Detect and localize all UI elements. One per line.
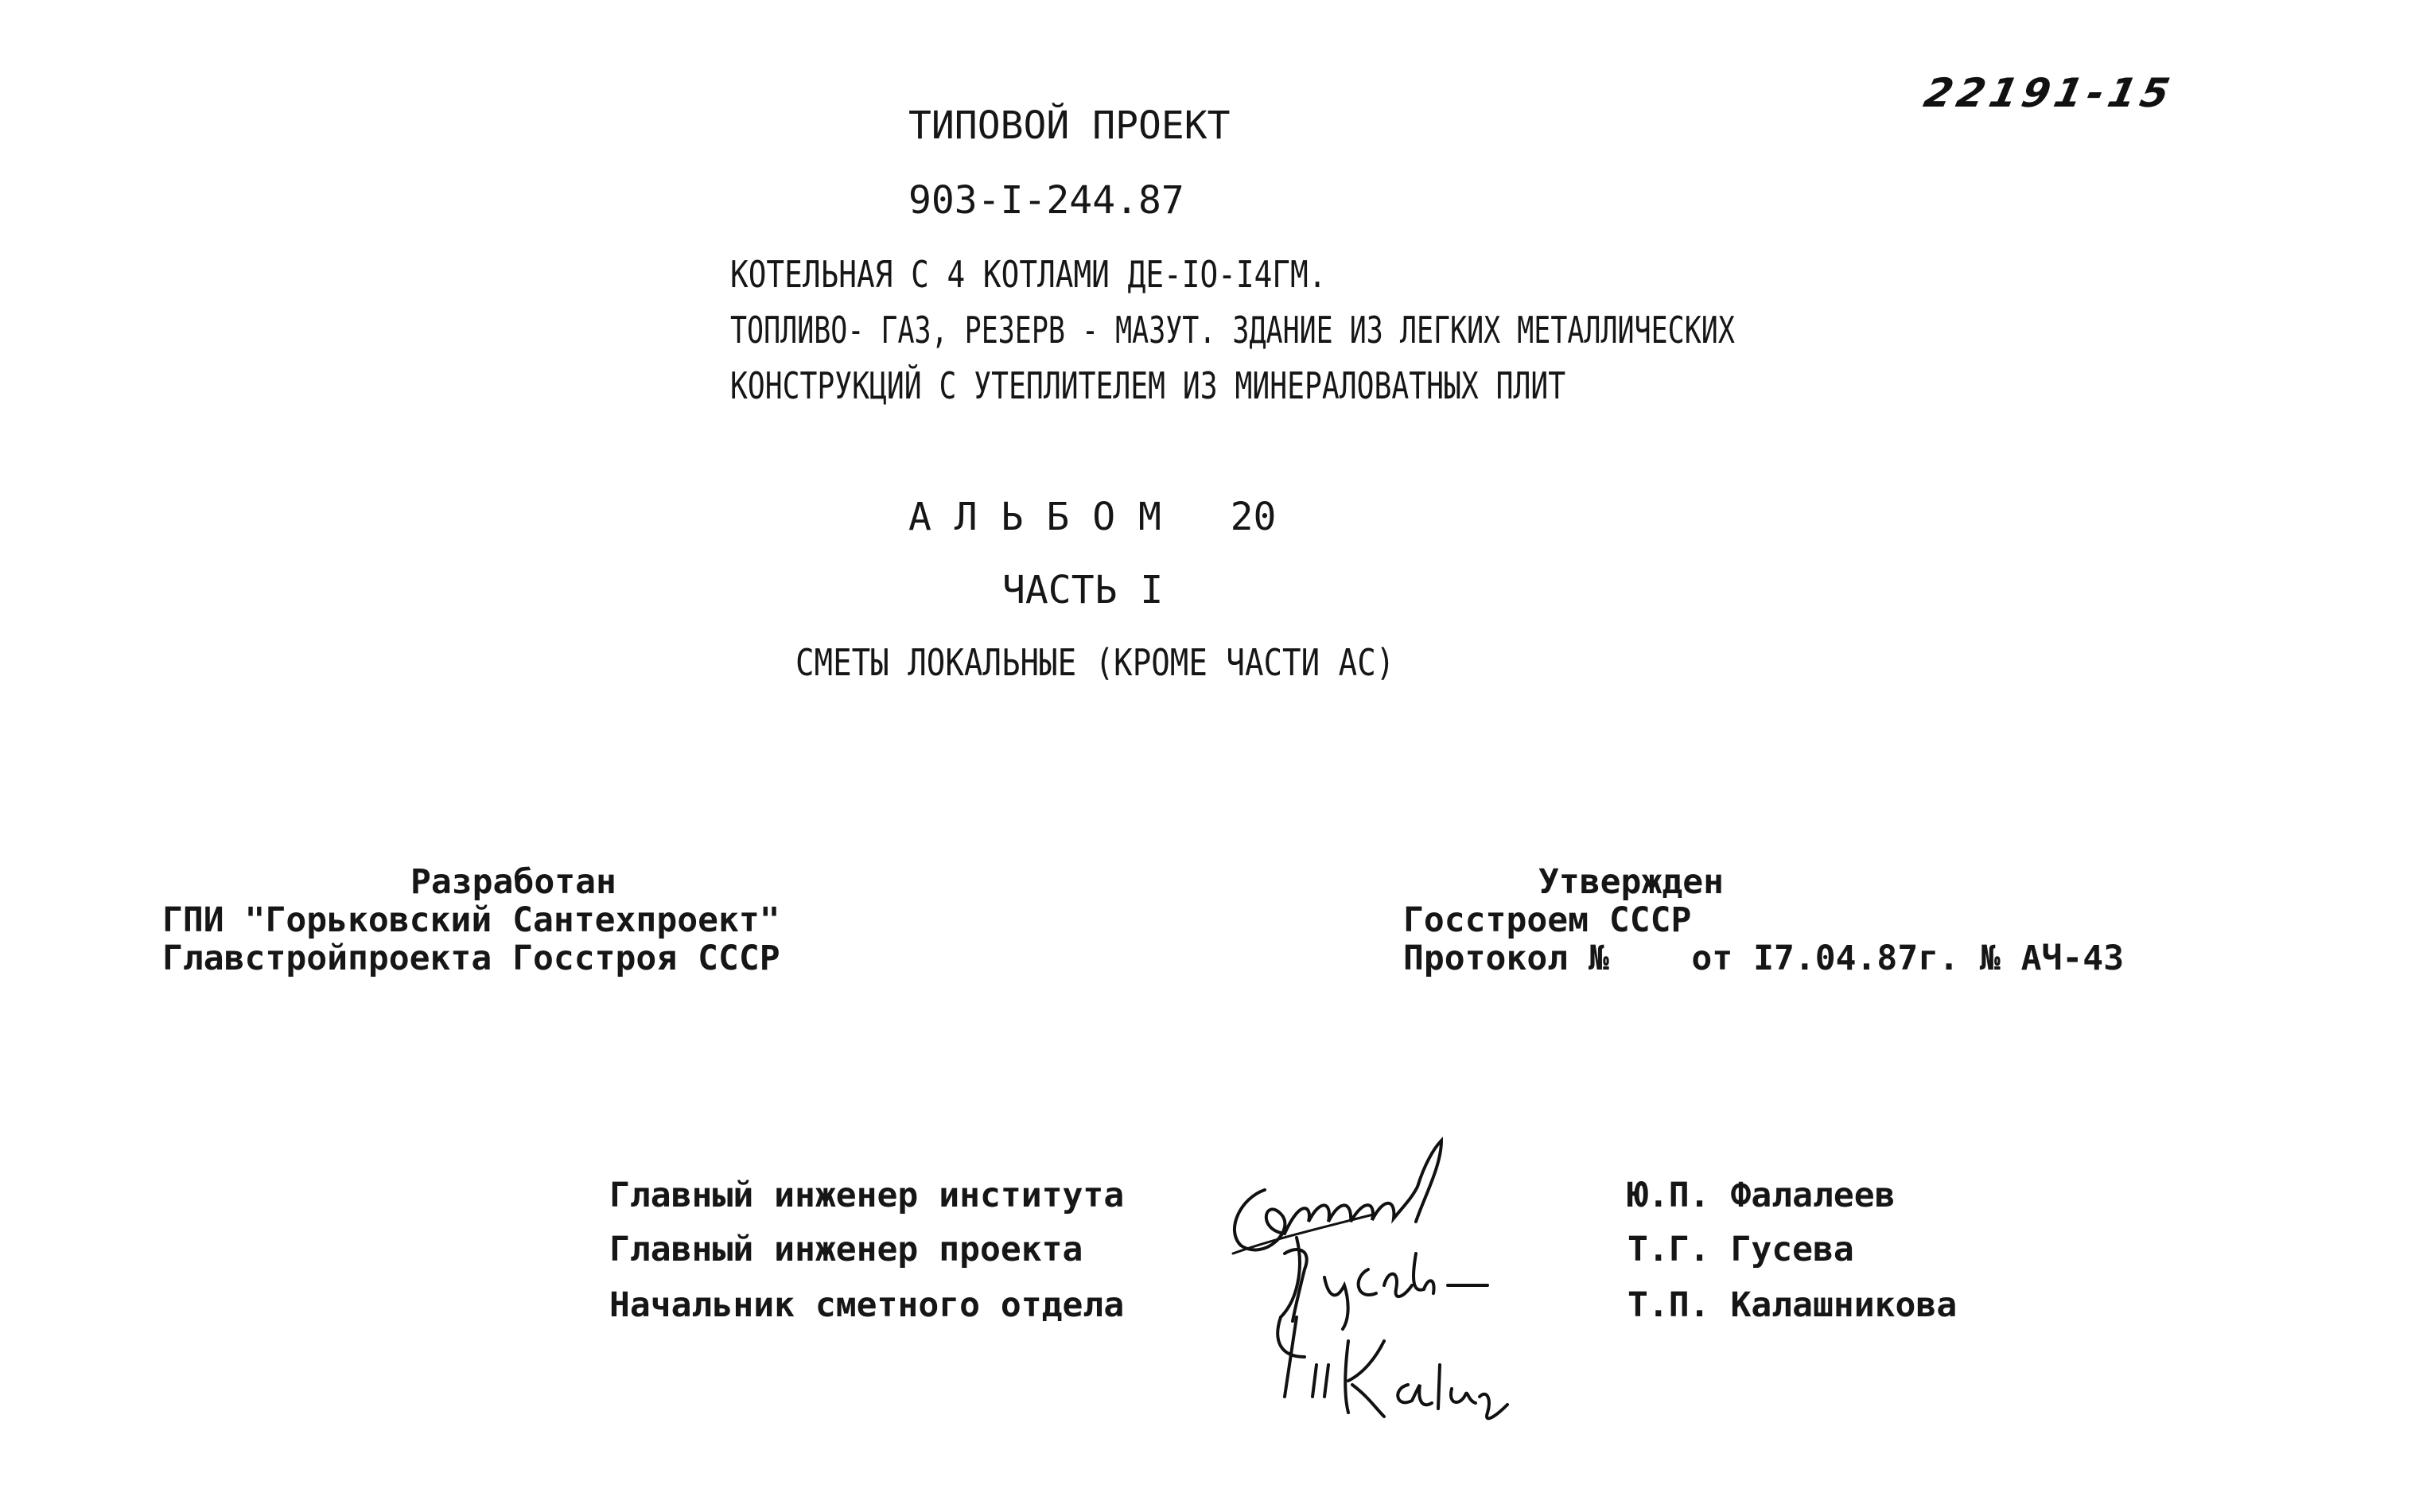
part-label: ЧАСТЬ I <box>1002 568 1164 612</box>
developed-org-line-2: Главстройпроекта Госстроя СССР <box>162 939 780 978</box>
album-label: А Л Ь Б О М 20 <box>908 495 1277 539</box>
document-number: 22191-15 <box>1919 70 2179 116</box>
approval-protocol: Протокол № от I7.04.87г. № АЧ-43 <box>1403 939 2125 978</box>
approved-label: Утвержден <box>1538 862 1724 902</box>
signatory-name-1: Ю.П. Фалалеев <box>1628 1176 1896 1215</box>
signatory-role-2: Главный инженер проекта <box>609 1230 1083 1269</box>
signature-3 <box>1249 1281 1519 1443</box>
signatory-role-3: Начальник сметного отдела <box>609 1285 1125 1325</box>
developed-label: Разработан <box>410 862 616 902</box>
title-line-2: ТОПЛИВО- ГАЗ, РЕЗЕРВ - МАЗУТ. ЗДАНИЕ ИЗ ЛЕГКИХ МЕТАЛЛИЧЕСКИХ <box>730 309 1735 352</box>
project-type: ТИПОВОЙ ПРОЕКТ <box>908 103 1231 148</box>
approved-by: Госстроем СССР <box>1403 900 1692 940</box>
subject-label: СМЕТЫ ЛОКАЛЬНЫЕ (КРОМЕ ЧАСТИ АС) <box>795 641 1395 684</box>
title-line-1: КОТЕЛЬНАЯ С 4 КОТЛАМИ ДЕ-IO-I4ГМ. <box>730 253 1327 296</box>
signatory-name-2: Т.Г. Гусева <box>1628 1230 1854 1269</box>
project-code: 903-I-244.87 <box>908 178 1184 223</box>
signatory-role-1: Главный инженер института <box>609 1176 1125 1215</box>
title-line-3: КОНСТРУКЦИЙ С УТЕПЛИТЕЛЕМ ИЗ МИНЕРАЛОВАТНЫХ ПЛИТ <box>730 364 1566 407</box>
signature-3-mark <box>1249 1309 1519 1428</box>
developed-org-line-1: ГПИ "Горьковский Сантехпроект" <box>162 900 780 940</box>
signatory-name-3: Т.П. Калашникова <box>1628 1285 1958 1325</box>
